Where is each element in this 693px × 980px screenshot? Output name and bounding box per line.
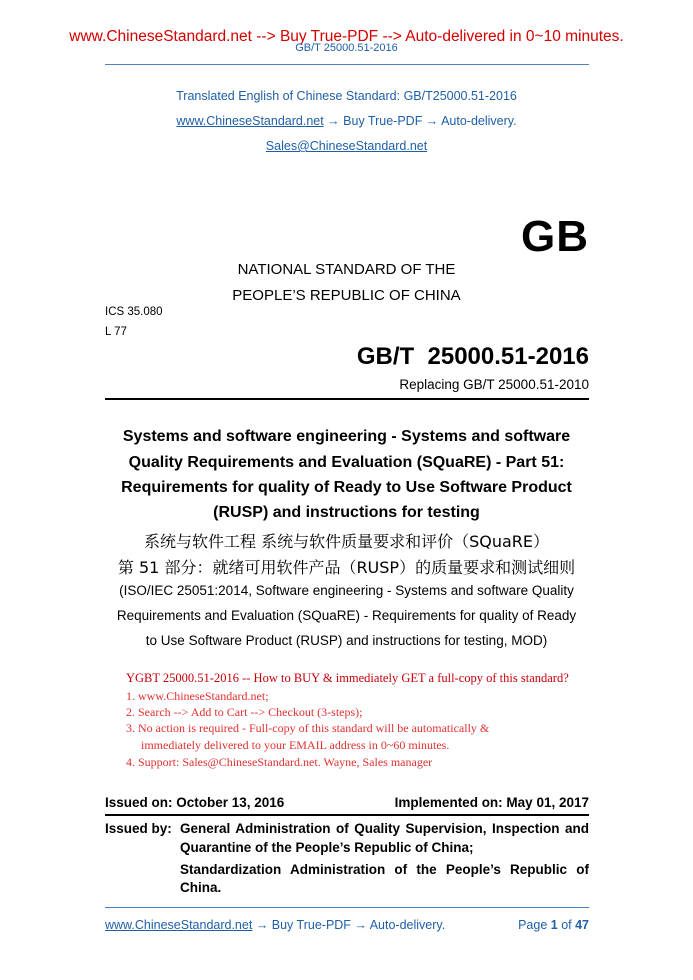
ics-code: ICS 35.080 — [105, 306, 163, 318]
site-line — [0, 114, 693, 128]
title-line: Systems and software engineering - Systems and software — [122, 428, 571, 445]
title-divider — [105, 398, 589, 400]
iso-reference-line: to Use Software Product (RUSP) and instructions for testing, MOD) — [145, 633, 548, 648]
iso-reference-line: Requirements and Evaluation (SQuaRE) - Requirements for quality of Ready — [116, 608, 577, 623]
issuer-line: China. — [180, 880, 222, 895]
replacing-note: Replacing GB/T 25000.51-2010 — [399, 377, 589, 392]
translated-line: Translated English of Chinese Standard: GB/T25000.51-2016 — [176, 89, 517, 103]
gb-logo-mark: GB — [521, 212, 589, 261]
top-banner[interactable]: www.ChineseStandard.net --> Buy True-PDF --> Auto-delivered in 0~10 minutes. — [69, 28, 624, 45]
chinese-title-line: 第 51 部分：就绪可用软件产品（RUSP）的质量要求和测试细则 — [117, 558, 576, 577]
buy-step-continued: immediately delivered to your EMAIL address in 0~60 minutes. — [126, 738, 450, 752]
issued-by-label: Issued by: — [105, 821, 172, 836]
iso-reference-line: (ISO/IEC 25051:2014, Software engineering - Systems and software Quality — [119, 583, 574, 598]
title-line: (RUSP) and instructions for testing — [213, 504, 480, 521]
sales-line — [0, 139, 693, 153]
issuer-line: Quarantine of the People’s Republic of China; — [180, 840, 474, 855]
page-total: 47 — [575, 918, 589, 932]
issuer-line: General Administration of Quality Supervision, Inspection and — [180, 821, 589, 836]
footer-divider — [105, 907, 589, 908]
standard-number: GB/T 25000.51-2016 — [356, 343, 589, 370]
buy-step: 3. No action is required - Full-copy of this standard will be automatically & — [126, 721, 490, 735]
buy-step: 2. Search --> Add to Cart --> Checkout (3-steps); — [126, 705, 363, 719]
page-of: of — [557, 918, 576, 932]
l-code: L 77 — [105, 326, 127, 338]
page-indicator — [518, 918, 589, 932]
chinese-title-line: 系统与软件工程 系统与软件质量要求和评价（SQuaRE） — [143, 532, 549, 551]
issued-on-date: Issued on: October 13, 2016 — [105, 795, 285, 810]
footer-site-link[interactable]: www.ChineseStandard.net — [105, 918, 253, 932]
site-line-rest: → Buy True-PDF → Auto-delivery. — [323, 114, 517, 128]
page-number: 1 — [550, 918, 558, 932]
issuer-line: Standardization Administration of the People’s Republic of — [180, 862, 589, 877]
dates-row — [105, 795, 589, 810]
footer-link-rest: → Buy True-PDF → Auto-delivery. — [252, 918, 446, 932]
page-label: Page — [518, 918, 551, 932]
buy-instructions-title[interactable]: YGBT 25000.51-2016 -- How to BUY & immediately GET a full-copy of this standard? — [126, 671, 569, 685]
title-line: Requirements for quality of Ready to Use Software Product — [121, 479, 572, 496]
header-standard-code: GB/T 25000.51-2016 — [295, 42, 398, 54]
buy-step: 4. Support: Sales@ChineseStandard.net. Wayne, Sales manager — [126, 755, 433, 769]
dates-divider — [105, 814, 589, 816]
national-standard-line-1: NATIONAL STANDARD OF THE — [237, 261, 456, 278]
sales-email-link[interactable]: Sales@ChineseStandard.net — [265, 139, 428, 153]
implemented-on-date: Implemented on: May 01, 2017 — [394, 795, 589, 810]
header-divider — [105, 64, 589, 65]
national-standard-line-2: PEOPLE’S REPUBLIC OF CHINA — [232, 287, 461, 304]
footer-link-line — [105, 918, 445, 932]
site-link[interactable]: www.ChineseStandard.net — [176, 114, 324, 128]
buy-step[interactable]: 1. www.ChineseStandard.net; — [126, 689, 269, 703]
title-line: Quality Requirements and Evaluation (SQuaRE) - Part 51: — [128, 454, 565, 471]
